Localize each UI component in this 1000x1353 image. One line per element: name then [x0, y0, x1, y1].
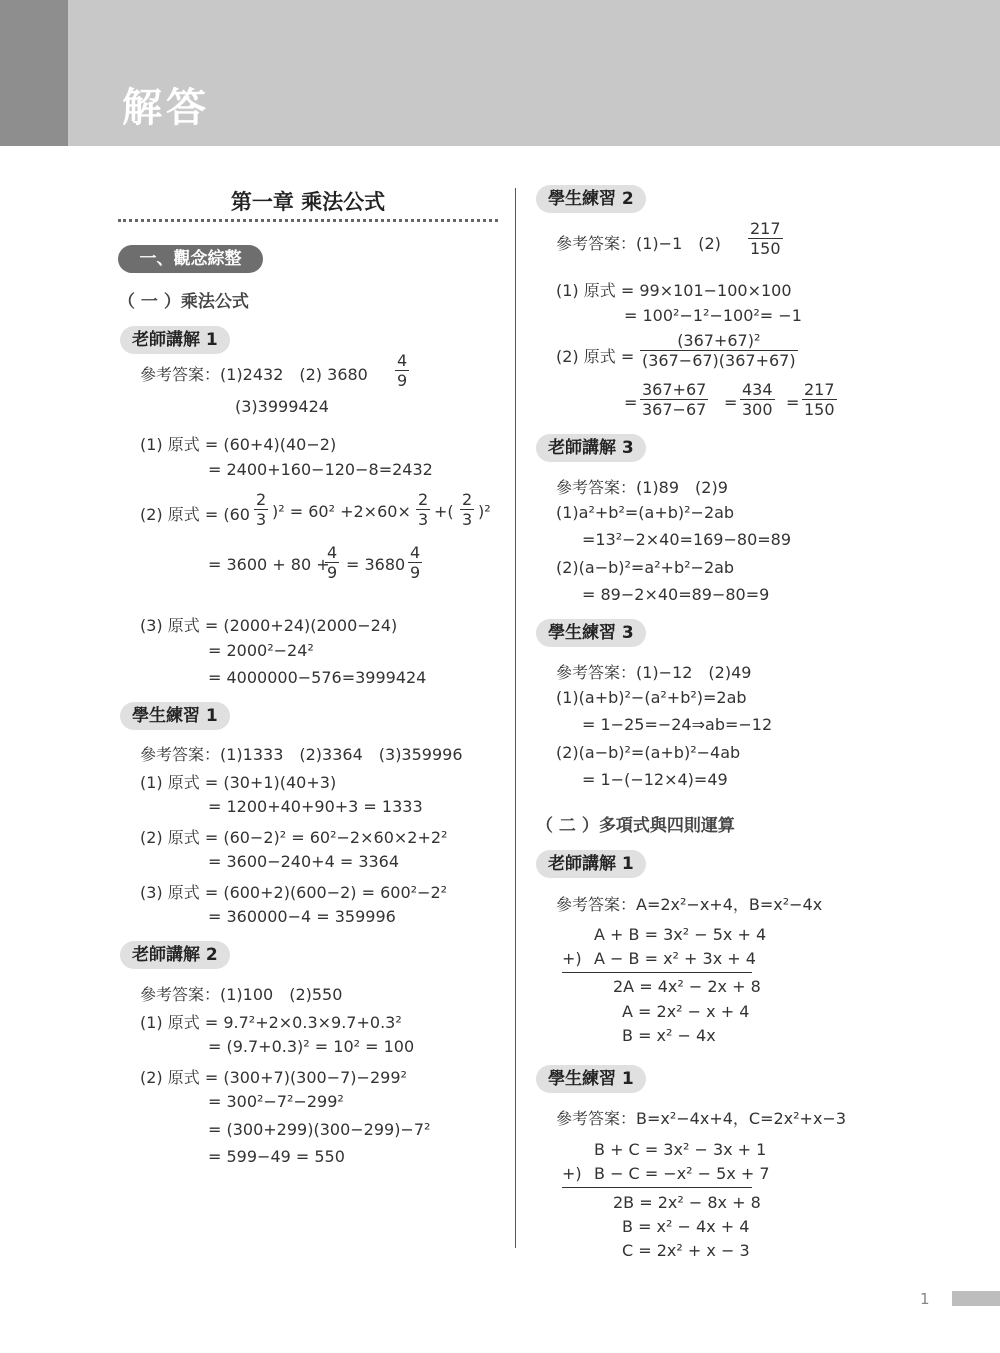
- answer-line: 參考答案：B=x²−4x+4，C=2x²+x−3: [556, 1109, 847, 1128]
- solution-line: = 599−49 = 550: [208, 1147, 345, 1166]
- solution-line: (2)(a−b)²=a²+b²−2ab: [556, 558, 735, 577]
- solution-line: = 2000²−24²: [208, 641, 314, 660]
- fraction: $\frac{2}{3}$: [418, 490, 429, 529]
- solution-line: = 1−(−12×4)=49: [582, 770, 728, 789]
- vertical-calc-row: C = 2x² + x − 3: [622, 1241, 750, 1260]
- fraction: $\frac{4}{9}$: [410, 543, 421, 582]
- solution-line: = (9.7+0.3)² = 10² = 100: [208, 1037, 415, 1056]
- solution-line: (3) 原式 = (600+2)(600−2) = 600²−2²: [140, 883, 448, 902]
- header-tab-block: [0, 0, 68, 146]
- solution-line: (1)(a+b)²−(a²+b²)=2ab: [556, 688, 747, 707]
- concept-pill: 一、觀念綜整: [118, 245, 263, 273]
- page-number: 1: [920, 1290, 930, 1308]
- answer-line: 參考答案：(1)89 (2)9: [556, 478, 728, 497]
- solution-line: = 3600 + 80 +: [208, 555, 330, 574]
- solution-line: = 2400+160−120−8=2432: [208, 460, 433, 479]
- solution-line: = 1200+40+90+3 = 1333: [208, 797, 423, 816]
- solution-line: = 3680: [346, 555, 406, 574]
- solution-line: = 1−25=−24⇒ab=−12: [582, 715, 773, 734]
- solution-line: +(: [434, 502, 454, 521]
- page-tab-bar: [952, 1291, 1000, 1306]
- dotted-separator: [118, 219, 498, 222]
- solution-line: (2) 原式 =: [556, 347, 635, 366]
- answer-line: 參考答案：(1)100 (2)550: [140, 985, 343, 1004]
- answer-line: 參考答案：(1)2432 (2) 3680: [140, 365, 368, 384]
- solution-line: (2) 原式 = (300+7)(300−7)−299²: [140, 1068, 407, 1087]
- vertical-calc-row: A = 2x² − x + 4: [622, 1002, 750, 1021]
- solution-line: = 360000−4 = 359996: [208, 907, 396, 926]
- chapter-title: 第一章 乘法公式: [230, 190, 386, 214]
- section-label: 老師講解 3: [536, 434, 646, 462]
- section-label: 學生練習 1: [536, 1065, 646, 1093]
- sum-line: [562, 972, 752, 973]
- vertical-calc-row: 2B = 2x² − 8x + 8: [613, 1193, 761, 1212]
- fraction: $\frac{2}{3}$: [256, 490, 267, 529]
- section-label: 學生練習 1: [120, 702, 230, 730]
- plus-sign: +): [562, 949, 582, 968]
- page-title: 解答: [122, 85, 210, 131]
- vertical-calc-row: B = x² − 4x: [622, 1026, 716, 1045]
- solution-line: = 4000000−576=3999424: [208, 668, 427, 687]
- answer-line: 參考答案：(1)−1 (2): [556, 234, 721, 253]
- fraction: $\frac{217}{150}$: [804, 380, 835, 419]
- solution-line: = 3600−240+4 = 3364: [208, 852, 400, 871]
- solution-line: (2) 原式 = (60: [140, 505, 250, 524]
- section-label: 學生練習 3: [536, 619, 646, 647]
- solution-line: = 89−2×40=89−80=9: [582, 585, 770, 604]
- fraction: $\frac{4}{9}$: [327, 543, 338, 582]
- answer-line: 參考答案：A=2x²−x+4，B=x²−4x: [556, 895, 823, 914]
- header-bar: [0, 0, 1000, 146]
- section-label: 老師講解 2: [120, 941, 230, 969]
- section-label: 老師講解 1: [120, 326, 230, 354]
- subsection-title: （ 二 ）多項式與四則運算: [536, 816, 735, 836]
- fraction: $\frac{2}{3}$: [462, 490, 473, 529]
- sum-line: [562, 1187, 752, 1188]
- vertical-calc-row: A + B = 3x² − 5x + 4: [594, 925, 767, 944]
- column-divider: [515, 188, 516, 1248]
- solution-line: = 100²−1²−100²= −1: [624, 306, 802, 325]
- answer-line: 參考答案：(1)−12 (2)49: [556, 663, 752, 682]
- solution-line: (1) 原式 = 99×101−100×100: [556, 281, 792, 300]
- equals-sign: =: [786, 393, 800, 412]
- solution-line: =13²−2×40=169−80=89: [582, 530, 792, 549]
- fraction: $\frac{\text{(367+67)²}}{(367-67)(367+67)}$: [642, 331, 796, 370]
- solution-line: (2)(a−b)²=(a+b)²−4ab: [556, 743, 741, 762]
- section-label: 老師講解 1: [536, 850, 646, 878]
- solution-line: (3) 原式 = (2000+24)(2000−24): [140, 616, 398, 635]
- fraction: $\frac{217}{150}$: [750, 219, 781, 258]
- plus-sign: +): [562, 1164, 582, 1183]
- solution-line: (1) 原式 = (60+4)(40−2): [140, 435, 337, 454]
- vertical-calc-row: B + C = 3x² − 3x + 1: [594, 1140, 767, 1159]
- equals-sign: =: [724, 393, 738, 412]
- vertical-calc-row: 2A = 4x² − 2x + 8: [613, 977, 761, 996]
- solution-line: (2) 原式 = (60−2)² = 60²−2×60×2+2²: [140, 828, 448, 847]
- equals-sign: =: [624, 393, 638, 412]
- solution-line: )² = 60² +2×60×: [272, 502, 411, 521]
- fraction: $\frac{4}{9}$: [397, 351, 408, 390]
- subsection-title: （ 一 ）乘法公式: [118, 292, 249, 312]
- fraction: $\frac{434}{300}$: [742, 380, 773, 419]
- section-label: 學生練習 2: [536, 185, 646, 213]
- solution-line: )²: [478, 502, 491, 521]
- fraction: $\frac{367+67}{367-67}$: [642, 380, 707, 419]
- solution-line: = 300²−7²−299²: [208, 1092, 344, 1111]
- solution-line: (1)a²+b²=(a+b)²−2ab: [556, 503, 735, 522]
- vertical-calc-row: B = x² − 4x + 4: [622, 1217, 750, 1236]
- vertical-calc-row: A − B = x² + 3x + 4: [594, 949, 756, 968]
- answer-line: 參考答案：(1)1333 (2)3364 (3)359996: [140, 745, 463, 764]
- vertical-calc-row: B − C = −x² − 5x + 7: [594, 1164, 770, 1183]
- solution-line: = (300+299)(300−299)−7²: [208, 1120, 431, 1139]
- answer-line: (3)3999424: [235, 397, 329, 416]
- solution-line: (1) 原式 = 9.7²+2×0.3×9.7+0.3²: [140, 1013, 402, 1032]
- solution-line: (1) 原式 = (30+1)(40+3): [140, 773, 337, 792]
